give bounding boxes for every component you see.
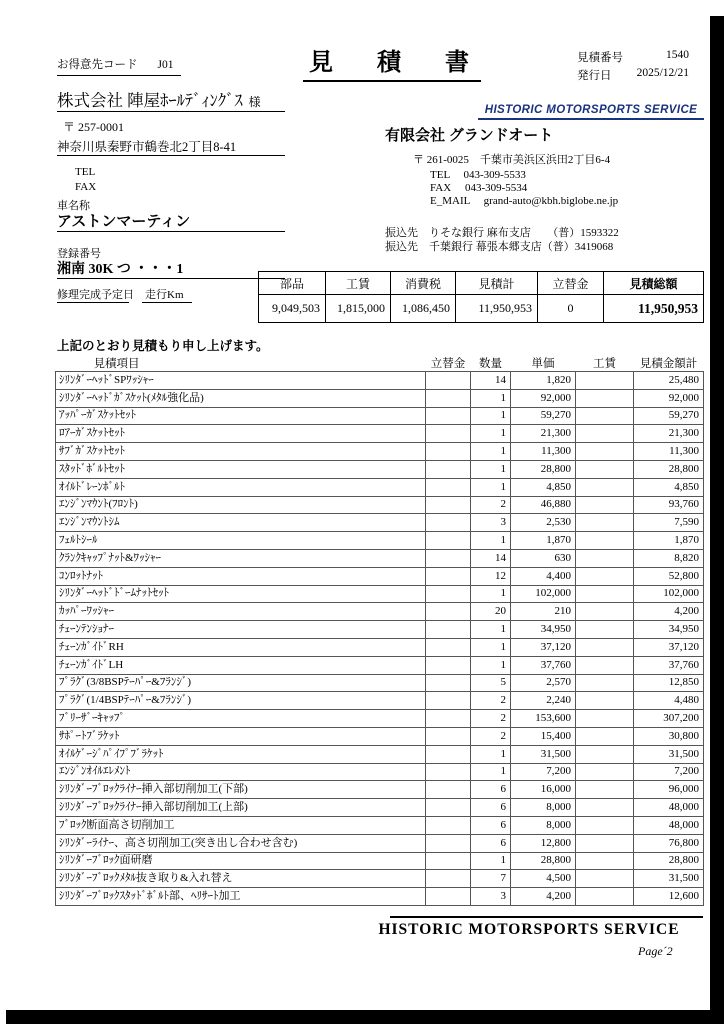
seller-brand: HISTORIC MOTORSPORTS SERVICE: [478, 104, 704, 120]
item-unit-price: 1,870: [511, 532, 576, 550]
item-qty: 6: [471, 834, 511, 852]
item-unit-price: 4,500: [511, 870, 576, 888]
item-unit-price: 59,270: [511, 407, 576, 425]
item-amount: 37,120: [634, 638, 704, 656]
item-advance: [426, 389, 471, 407]
item-unit-price: 4,200: [511, 888, 576, 906]
item-labor: [576, 816, 634, 834]
registration-label: 登録番号: [57, 248, 101, 260]
seller-fax: FAX 043-309-5534: [430, 182, 528, 194]
item-qty: 1: [471, 621, 511, 639]
vehicle-name-value: アストンマーティン: [57, 214, 191, 230]
issue-date-label: 発行日: [577, 70, 612, 82]
page-edge-right: [710, 16, 724, 1024]
item-labor: [576, 834, 634, 852]
item-unit-price: 1,820: [511, 372, 576, 390]
item-amount: 28,800: [634, 852, 704, 870]
customer-code: [57, 56, 181, 76]
item-labor: [576, 567, 634, 585]
customer-address-underline: [57, 155, 285, 156]
item-name: ﾁｪｰﾝﾃﾝｼｮﾅｰ: [56, 621, 426, 639]
registration-value: 湘南 30K つ ・・・1: [57, 262, 184, 277]
item-labor: [576, 478, 634, 496]
item-advance: [426, 888, 471, 906]
summary-header-labor: 工賃: [326, 272, 391, 295]
vehicle-name-underline: [57, 231, 285, 232]
item-unit-price: 16,000: [511, 781, 576, 799]
item-unit-price: 37,760: [511, 656, 576, 674]
item-amount: 96,000: [634, 781, 704, 799]
item-advance: [426, 781, 471, 799]
item-qty: 1: [471, 763, 511, 781]
item-qty: 3: [471, 514, 511, 532]
item-labor: [576, 656, 634, 674]
item-advance: [426, 425, 471, 443]
item-name: ｴﾝｼﾞﾝﾏｳﾝﾄｼﾑ: [56, 514, 426, 532]
item-amount: 92,000: [634, 389, 704, 407]
item-labor: [576, 710, 634, 728]
item-labor: [576, 870, 634, 888]
item-unit-price: 102,000: [511, 585, 576, 603]
item-unit-price: 153,600: [511, 710, 576, 728]
item-advance: [426, 799, 471, 817]
summary-header-advance: 立替金: [538, 272, 604, 295]
seller-tel: TEL 043-309-5533: [430, 169, 526, 181]
footer-brand: HISTORIC MOTORSPORTS SERVICE: [378, 921, 680, 938]
item-name: ｼﾘﾝﾀﾞｰﾌﾞﾛｯｸｽﾀｯﾄﾞﾎﾞﾙﾄ部、ﾍﾘｻｰﾄ加工: [56, 888, 426, 906]
item-labor: [576, 763, 634, 781]
mileage-label: 走行Km: [145, 289, 184, 301]
estimate-meta: [577, 49, 689, 85]
table-row: [56, 656, 704, 674]
item-labor: [576, 532, 634, 550]
summary-header-parts: 部品: [259, 272, 326, 295]
customer-code-value: J01: [157, 59, 174, 71]
item-labor: [576, 745, 634, 763]
item-labor: [576, 372, 634, 390]
bank-transfer-line: 振込先 千葉銀行 幕張本郷支店（普）3419068: [385, 241, 614, 253]
item-labor: [576, 407, 634, 425]
item-name: ﾁｪｰﾝｶﾞｲﾄﾞRH: [56, 638, 426, 656]
item-amount: 76,800: [634, 834, 704, 852]
table-row: [56, 425, 704, 443]
table-row: [56, 710, 704, 728]
item-name: ﾌﾞﾘｰｻﾞｰｷｬｯﾌﾟ: [56, 710, 426, 728]
item-amount: 7,200: [634, 763, 704, 781]
customer-name: [57, 87, 261, 111]
table-row: [56, 621, 704, 639]
item-name: ｼﾘﾝﾀﾞｰﾌﾞﾛｯｸﾗｲﾅｰ挿入部切削加工(上部): [56, 799, 426, 817]
item-advance: [426, 603, 471, 621]
summary-value-tax: 1,086,450: [391, 295, 456, 323]
item-unit-price: 92,000: [511, 389, 576, 407]
table-row: [56, 674, 704, 692]
seller-name: 有限会社 グランドオート: [385, 128, 554, 144]
item-unit-price: 2,240: [511, 692, 576, 710]
item-labor: [576, 585, 634, 603]
item-advance: [426, 692, 471, 710]
item-advance: [426, 727, 471, 745]
item-qty: 1: [471, 638, 511, 656]
item-name: ｴﾝｼﾞﾝﾏｳﾝﾄ(ﾌﾛﾝﾄ): [56, 496, 426, 514]
table-row: [56, 781, 704, 799]
item-labor: [576, 781, 634, 799]
item-qty: 1: [471, 532, 511, 550]
summary-table: [258, 271, 704, 323]
item-advance: [426, 816, 471, 834]
item-unit-price: 8,000: [511, 799, 576, 817]
item-qty: 2: [471, 727, 511, 745]
summary-value-parts: 9,049,503: [259, 295, 326, 323]
item-advance: [426, 496, 471, 514]
customer-address: 神奈川県秦野市鶴巻北2丁目8-41: [57, 140, 237, 154]
item-qty: 14: [471, 372, 511, 390]
item-advance: [426, 372, 471, 390]
seller-email: E_MAIL grand-auto@kbh.biglobe.ne.jp: [430, 195, 619, 207]
item-advance: [426, 407, 471, 425]
table-row: [56, 870, 704, 888]
item-amount: 102,000: [634, 585, 704, 603]
item-name: ｼﾘﾝﾀﾞｰﾗｲﾅｰ、高さ切削加工(突き出し合わせ含む): [56, 834, 426, 852]
issue-date-row: [577, 67, 689, 83]
repair-due-label: 修理完成予定日: [57, 289, 134, 301]
item-advance: [426, 532, 471, 550]
items-header-row: [56, 354, 704, 372]
item-qty: 12: [471, 567, 511, 585]
item-advance: [426, 834, 471, 852]
summary-value-grand-total: 11,950,953: [604, 295, 704, 323]
items-header-amount: 見積金額計: [639, 357, 698, 370]
estimate-number-label: 見積番号: [577, 52, 623, 64]
summary-value-labor: 1,815,000: [326, 295, 391, 323]
item-amount: 4,200: [634, 603, 704, 621]
item-unit-price: 11,300: [511, 443, 576, 461]
item-labor: [576, 799, 634, 817]
item-name: ｵｲﾙｹﾞｰｼﾞﾊﾟｲﾌﾟﾌﾞﾗｹｯﾄ: [56, 745, 426, 763]
item-amount: 1,870: [634, 532, 704, 550]
summary-value-subtotal: 11,950,953: [456, 295, 538, 323]
item-advance: [426, 549, 471, 567]
item-advance: [426, 567, 471, 585]
customer-honorific: 様: [248, 95, 261, 109]
table-row: [56, 834, 704, 852]
item-name: ｴﾝｼﾞﾝｵｲﾙｴﾚﾒﾝﾄ: [56, 763, 426, 781]
item-name: ｻﾌﾞｶﾞｽｹｯﾄｾｯﾄ: [56, 443, 426, 461]
item-unit-price: 31,500: [511, 745, 576, 763]
item-name: ｱｯﾊﾟｰｶﾞｽｹｯﾄｾｯﾄ: [56, 407, 426, 425]
vehicle-name-label: 車名称: [57, 200, 90, 212]
item-unit-price: 34,950: [511, 621, 576, 639]
item-amount: 4,850: [634, 478, 704, 496]
item-qty: 2: [471, 710, 511, 728]
item-labor: [576, 425, 634, 443]
table-row: [56, 888, 704, 906]
table-row: [56, 799, 704, 817]
estimate-number-value: 1540: [666, 49, 689, 61]
item-unit-price: 46,880: [511, 496, 576, 514]
item-amount: 307,200: [634, 710, 704, 728]
item-unit-price: 4,850: [511, 478, 576, 496]
item-unit-price: 28,800: [511, 852, 576, 870]
item-name: ｻﾎﾟｰﾄﾌﾞﾗｹｯﾄ: [56, 727, 426, 745]
summary-header-subtotal: 見積計: [456, 272, 538, 295]
item-amount: 48,000: [634, 799, 704, 817]
item-advance: [426, 852, 471, 870]
item-advance: [426, 870, 471, 888]
item-name: ﾁｪｰﾝｶﾞｲﾄﾞLH: [56, 656, 426, 674]
customer-name-underline: [57, 111, 285, 112]
item-advance: [426, 638, 471, 656]
item-qty: 1: [471, 443, 511, 461]
item-amount: 34,950: [634, 621, 704, 639]
summary-header-row: [259, 272, 704, 295]
item-amount: 4,480: [634, 692, 704, 710]
item-qty: 1: [471, 745, 511, 763]
item-unit-price: 12,800: [511, 834, 576, 852]
item-labor: [576, 549, 634, 567]
table-row: [56, 514, 704, 532]
item-qty: 1: [471, 460, 511, 478]
item-advance: [426, 656, 471, 674]
item-qty: 1: [471, 425, 511, 443]
summary-value-row: [259, 295, 704, 323]
item-labor: [576, 621, 634, 639]
item-amount: 30,800: [634, 727, 704, 745]
item-amount: 31,500: [634, 870, 704, 888]
item-unit-price: 4,400: [511, 567, 576, 585]
item-advance: [426, 443, 471, 461]
item-qty: 1: [471, 656, 511, 674]
item-labor: [576, 888, 634, 906]
item-labor: [576, 692, 634, 710]
table-row: [56, 852, 704, 870]
customer-fax-label: FAX: [75, 181, 97, 193]
item-qty: 3: [471, 888, 511, 906]
issue-date-value: 2025/12/21: [636, 67, 689, 79]
bank-transfer-line: 振込先 りそな銀行 麻布支店 （普）1593322: [385, 227, 619, 239]
table-row: [56, 603, 704, 621]
item-name: ｺﾝﾛｯﾄﾅｯﾄ: [56, 567, 426, 585]
table-row: [56, 478, 704, 496]
repair-due-underline: [57, 302, 129, 303]
item-name: ｸﾗﾝｸｷｬｯﾌﾟﾅｯﾄ&ﾜｯｼｬｰ: [56, 549, 426, 567]
customer-postal: 〒 257-0001: [63, 120, 124, 134]
item-amount: 28,800: [634, 460, 704, 478]
item-labor: [576, 389, 634, 407]
item-advance: [426, 674, 471, 692]
item-name: ｼﾘﾝﾀﾞｰﾌﾞﾛｯｸﾗｲﾅｰ挿入部切削加工(下部): [56, 781, 426, 799]
item-name: ﾌﾞﾛｯｸ断面高さ切削加工: [56, 816, 426, 834]
items-header-item: 見積項目: [93, 357, 140, 370]
item-qty: 2: [471, 496, 511, 514]
item-advance: [426, 514, 471, 532]
item-amount: 7,590: [634, 514, 704, 532]
item-qty: 1: [471, 585, 511, 603]
item-labor: [576, 638, 634, 656]
item-amount: 37,760: [634, 656, 704, 674]
item-name: ｼﾘﾝﾀﾞｰﾍｯﾄﾞﾄﾞｰﾑﾅｯﾄｾｯﾄ: [56, 585, 426, 603]
item-unit-price: 2,570: [511, 674, 576, 692]
item-labor: [576, 603, 634, 621]
item-amount: 52,800: [634, 567, 704, 585]
item-labor: [576, 496, 634, 514]
item-advance: [426, 460, 471, 478]
table-row: [56, 816, 704, 834]
item-name: ｼﾘﾝﾀﾞｰﾍｯﾄﾞｶﾞｽｹｯﾄ(ﾒﾀﾙ強化品): [56, 389, 426, 407]
item-unit-price: 7,200: [511, 763, 576, 781]
item-amount: 25,480: [634, 372, 704, 390]
table-row: [56, 532, 704, 550]
item-unit-price: 630: [511, 549, 576, 567]
item-name: ｵｲﾙﾄﾞﾚｰﾝﾎﾞﾙﾄ: [56, 478, 426, 496]
page-title: 見 積 書: [303, 42, 481, 82]
item-qty: 1: [471, 407, 511, 425]
item-name: ｶｯﾊﾟｰﾜｯｼｬｰ: [56, 603, 426, 621]
item-name: ｼﾘﾝﾀﾞｰﾍｯﾄﾞSPﾜｯｼｬｰ: [56, 372, 426, 390]
item-unit-price: 21,300: [511, 425, 576, 443]
item-unit-price: 28,800: [511, 460, 576, 478]
summary-value-advance: 0: [538, 295, 604, 323]
item-labor: [576, 514, 634, 532]
table-row: [56, 443, 704, 461]
item-unit-price: 15,400: [511, 727, 576, 745]
item-qty: 14: [471, 549, 511, 567]
item-name: ﾌｪﾙﾄｼｰﾙ: [56, 532, 426, 550]
item-qty: 5: [471, 674, 511, 692]
item-amount: 59,270: [634, 407, 704, 425]
item-amount: 93,760: [634, 496, 704, 514]
item-qty: 1: [471, 478, 511, 496]
item-advance: [426, 763, 471, 781]
item-unit-price: 37,120: [511, 638, 576, 656]
customer-code-label: お得意先コード: [57, 59, 138, 71]
summary-header-tax: 消費税: [391, 272, 456, 295]
item-unit-price: 8,000: [511, 816, 576, 834]
item-unit-price: 2,530: [511, 514, 576, 532]
item-labor: [576, 443, 634, 461]
table-row: [56, 407, 704, 425]
item-amount: 21,300: [634, 425, 704, 443]
page-edge-bottom: [6, 1010, 724, 1024]
item-unit-price: 210: [511, 603, 576, 621]
item-amount: 12,600: [634, 888, 704, 906]
table-row: [56, 460, 704, 478]
item-name: ﾌﾟﾗｸﾞ(3/8BSPﾃｰﾊﾟｰ&ﾌﾗﾝｼﾞ): [56, 674, 426, 692]
item-qty: 6: [471, 781, 511, 799]
item-qty: 1: [471, 389, 511, 407]
seller-postal-address: 〒 261-0025 千葉市美浜区浜田2丁目6-4: [413, 154, 611, 166]
item-qty: 20: [471, 603, 511, 621]
customer-tel-label: TEL: [75, 166, 96, 178]
item-labor: [576, 674, 634, 692]
registration-underline: [57, 278, 285, 279]
item-labor: [576, 727, 634, 745]
estimate-note: 上記のとおり見積もり申し上げます。: [57, 339, 269, 353]
item-qty: 7: [471, 870, 511, 888]
item-advance: [426, 621, 471, 639]
item-amount: 31,500: [634, 745, 704, 763]
customer-name-text: 株式会社 陣屋ﾎｰﾙﾃﾞｨﾝｸﾞｽ: [57, 91, 243, 110]
items-header-unit-price: 単価: [531, 357, 555, 370]
item-name: ﾌﾟﾗｸﾞ(1/4BSPﾃｰﾊﾟｰ&ﾌﾗﾝｼﾞ): [56, 692, 426, 710]
page-number: Page´2: [638, 944, 673, 958]
items-header-advance: 立替金: [430, 357, 466, 370]
table-row: [56, 585, 704, 603]
items-header-labor: 工賃: [593, 357, 616, 370]
item-amount: 8,820: [634, 549, 704, 567]
mileage-underline: [142, 302, 192, 303]
items-header-qty: 数量: [479, 357, 502, 370]
table-row: [56, 745, 704, 763]
item-name: ｼﾘﾝﾀﾞｰﾌﾞﾛｯｸ面研磨: [56, 852, 426, 870]
item-advance: [426, 585, 471, 603]
table-row: [56, 372, 704, 390]
table-row: [56, 496, 704, 514]
item-amount: 12,850: [634, 674, 704, 692]
item-qty: 6: [471, 816, 511, 834]
item-qty: 1: [471, 852, 511, 870]
item-labor: [576, 460, 634, 478]
item-name: ｼﾘﾝﾀﾞｰﾌﾞﾛｯｸﾒﾀﾙ抜き取り&入れ替え: [56, 870, 426, 888]
item-name: ﾛｱｰｶﾞｽｹｯﾄｾｯﾄ: [56, 425, 426, 443]
table-row: [56, 727, 704, 745]
items-table: [55, 354, 704, 906]
table-row: [56, 763, 704, 781]
table-row: [56, 549, 704, 567]
item-name: ｽﾀｯﾄﾞﾎﾞﾙﾄｾｯﾄ: [56, 460, 426, 478]
item-qty: 2: [471, 692, 511, 710]
estimate-number-row: [577, 49, 689, 65]
item-qty: 6: [471, 799, 511, 817]
summary-header-grand-total: 見積総額: [604, 272, 704, 295]
item-advance: [426, 478, 471, 496]
item-advance: [426, 745, 471, 763]
item-advance: [426, 710, 471, 728]
item-amount: 11,300: [634, 443, 704, 461]
item-labor: [576, 852, 634, 870]
table-row: [56, 567, 704, 585]
item-amount: 48,000: [634, 816, 704, 834]
footer-rule: [390, 916, 703, 918]
table-row: [56, 389, 704, 407]
table-row: [56, 692, 704, 710]
table-row: [56, 638, 704, 656]
